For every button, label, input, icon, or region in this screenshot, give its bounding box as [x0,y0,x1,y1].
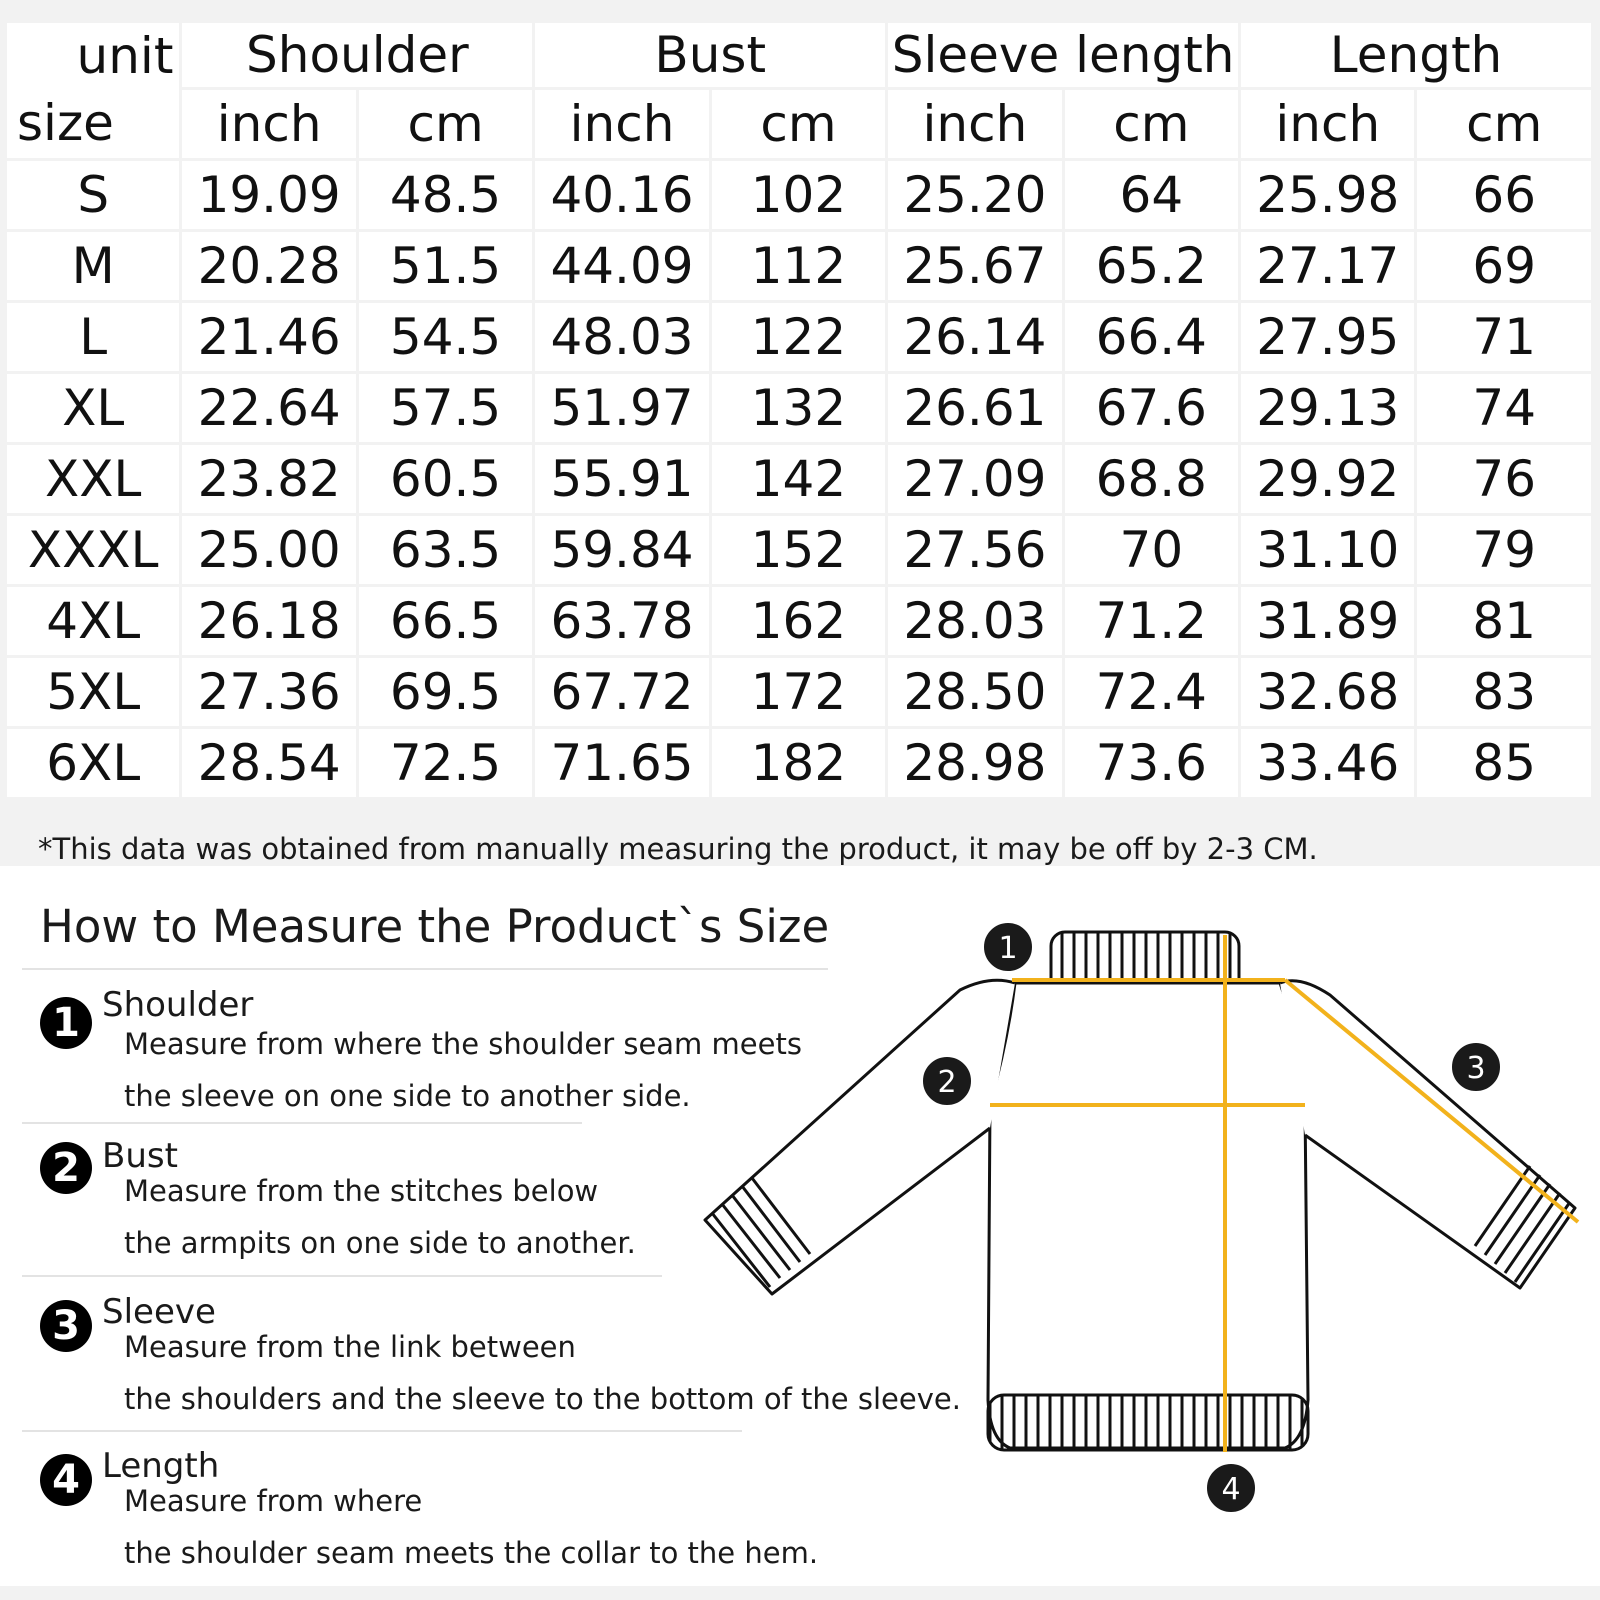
value-cell: 27.09 [888,445,1061,513]
value-cell: 51.5 [359,232,532,300]
value-cell: 79 [1417,516,1591,584]
value-cell: 72.4 [1065,658,1238,726]
value-cell: 20.28 [182,232,355,300]
size-cell: 5XL [7,658,179,726]
unit-header: cm [1065,90,1238,158]
value-cell: 26.18 [182,587,355,655]
value-cell: 63.5 [359,516,532,584]
value-cell: 54.5 [359,303,532,371]
value-cell: 48.5 [359,161,532,229]
value-cell: 40.16 [535,161,708,229]
value-cell: 25.20 [888,161,1061,229]
how-to-measure-title: How to Measure the Product`s Size [40,900,830,953]
value-cell: 81 [1417,587,1591,655]
table-row [7,516,1591,584]
value-cell: 19.09 [182,161,355,229]
measurement-note: *This data was obtained from manually measuring the product, it may be off by 2-3 CM. [38,832,1318,866]
value-cell: 32.68 [1241,658,1414,726]
value-cell: 83 [1417,658,1591,726]
value-cell: 67.72 [535,658,708,726]
table-row [7,374,1591,442]
value-cell: 25.67 [888,232,1061,300]
group-header-bust: Bust [535,23,885,87]
value-cell: 76 [1417,445,1591,513]
item-title: Sleeve [102,1292,216,1332]
divider [22,1430,742,1432]
item-line: the armpits on one side to another. [124,1226,636,1260]
table-row [7,587,1591,655]
number-badge-1: 1 [40,997,92,1049]
value-cell: 152 [712,516,885,584]
value-cell: 25.98 [1241,161,1414,229]
value-cell: 26.61 [888,374,1061,442]
size-cell: L [7,303,179,371]
value-cell: 68.8 [1065,445,1238,513]
value-cell: 31.10 [1241,516,1414,584]
value-cell: 73.6 [1065,729,1238,797]
value-cell: 28.03 [888,587,1061,655]
unit-header: inch [888,90,1061,158]
value-cell: 55.91 [535,445,708,513]
value-cell: 69 [1417,232,1591,300]
item-line: Measure from the link between [124,1330,576,1364]
value-cell: 33.46 [1241,729,1414,797]
divider [22,1122,582,1124]
value-cell: 25.00 [182,516,355,584]
item-title: Shoulder [102,985,254,1025]
value-cell: 182 [712,729,885,797]
size-cell: XXXL [7,516,179,584]
value-cell: 48.03 [535,303,708,371]
group-header-length: Length [1241,23,1591,87]
value-cell: 66.4 [1065,303,1238,371]
value-cell: 23.82 [182,445,355,513]
value-cell: 74 [1417,374,1591,442]
size-cell: XL [7,374,179,442]
unit-header: inch [182,90,355,158]
marker-label: 3 [1466,1051,1486,1086]
size-cell: 4XL [7,587,179,655]
value-cell: 66.5 [359,587,532,655]
table-row [7,303,1591,371]
marker-label: 2 [937,1065,957,1100]
value-cell: 122 [712,303,885,371]
item-line: Measure from where the shoulder seam meets [124,1027,802,1061]
sweater-diagram [680,890,1590,1530]
corner-header-cell [7,23,179,158]
value-cell: 28.98 [888,729,1061,797]
group-header-shoulder: Shoulder [182,23,532,87]
size-cell: M [7,232,179,300]
table-row [7,729,1591,797]
diagram-marker-4 [1206,1463,1256,1513]
number-badge-3: 3 [40,1300,92,1352]
number-badge-4: 4 [40,1454,92,1506]
size-cell: S [7,161,179,229]
value-cell: 22.64 [182,374,355,442]
unit-header: cm [712,90,885,158]
value-cell: 28.54 [182,729,355,797]
marker-label: 4 [1221,1472,1241,1507]
value-cell: 71.65 [535,729,708,797]
item-line: Measure from where [124,1484,423,1518]
value-cell: 27.36 [182,658,355,726]
value-cell: 29.92 [1241,445,1414,513]
item-line: the shoulders and the sleeve to the bottom of the sleeve. [124,1382,961,1416]
item-title: Length [102,1446,220,1486]
item-title: Bust [102,1136,178,1176]
size-cell: XXL [7,445,179,513]
unit-header-row [7,90,1591,158]
size-cell: 6XL [7,729,179,797]
value-cell: 70 [1065,516,1238,584]
group-header-row [7,23,1591,87]
table-row [7,161,1591,229]
value-cell: 69.5 [359,658,532,726]
group-header-sleeve-length: Sleeve length [888,23,1238,87]
value-cell: 44.09 [535,232,708,300]
value-cell: 21.46 [182,303,355,371]
unit-header: inch [1241,90,1414,158]
unit-header: cm [1417,90,1591,158]
value-cell: 162 [712,587,885,655]
table-row [7,658,1591,726]
size-table [4,20,1594,800]
value-cell: 72.5 [359,729,532,797]
value-cell: 26.14 [888,303,1061,371]
value-cell: 60.5 [359,445,532,513]
value-cell: 102 [712,161,885,229]
unit-header: inch [535,90,708,158]
value-cell: 27.95 [1241,303,1414,371]
value-cell: 28.50 [888,658,1061,726]
diagram-marker-2 [922,1056,972,1106]
value-cell: 57.5 [359,374,532,442]
item-line: the sleeve on one side to another side. [124,1079,691,1113]
value-cell: 142 [712,445,885,513]
item-line: Measure from the stitches below [124,1174,599,1208]
value-cell: 51.97 [535,374,708,442]
value-cell: 31.89 [1241,587,1414,655]
diagram-marker-1 [983,922,1033,972]
value-cell: 71.2 [1065,587,1238,655]
value-cell: 132 [712,374,885,442]
value-cell: 66 [1417,161,1591,229]
value-cell: 112 [712,232,885,300]
value-cell: 172 [712,658,885,726]
value-cell: 63.78 [535,587,708,655]
value-cell: 65.2 [1065,232,1238,300]
sweater-outline-icon [705,932,1575,1450]
divider [22,1275,662,1277]
value-cell: 67.6 [1065,374,1238,442]
value-cell: 27.17 [1241,232,1414,300]
value-cell: 71 [1417,303,1591,371]
unit-header: cm [359,90,532,158]
number-badge-2: 2 [40,1142,92,1194]
table-row [7,445,1591,513]
value-cell: 27.56 [888,516,1061,584]
value-cell: 59.84 [535,516,708,584]
marker-label: 1 [998,931,1018,966]
unit-label: unit [76,27,174,85]
diagram-marker-3 [1451,1042,1501,1092]
value-cell: 64 [1065,161,1238,229]
value-cell: 29.13 [1241,374,1414,442]
item-line: the shoulder seam meets the collar to the hem. [124,1536,819,1570]
table-row [7,232,1591,300]
value-cell: 85 [1417,729,1591,797]
size-label: size [17,94,114,152]
